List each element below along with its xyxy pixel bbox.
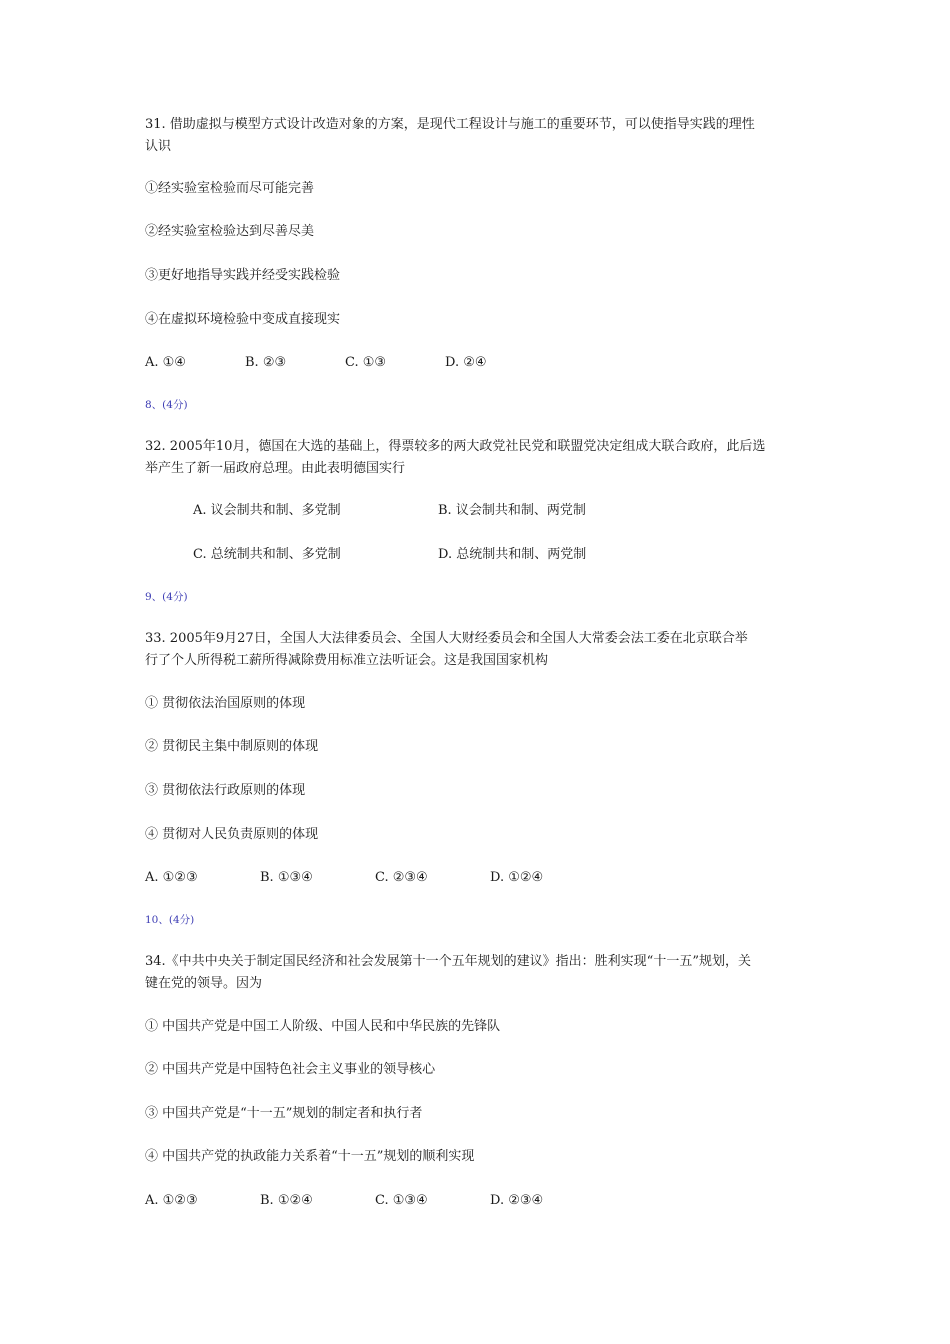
q34-options: [145, 1190, 815, 1212]
q31-option-a: A. ①④: [145, 355, 186, 370]
q34-stem-line1: 34.《中共中央关于制定国民经济和社会发展第十一个五年规划的建议》指出：胜利实现“十一五”规划，关: [145, 954, 751, 969]
q33-item-3: ③ 贯彻依法行政原则的体现: [145, 783, 306, 798]
q33-options: [145, 867, 815, 889]
q32-options-row2: [193, 544, 863, 566]
q34-item-4: ④ 中国共产党的执政能力关系着“十一五”规划的顺利实现: [145, 1149, 475, 1164]
score-label-9: 9、(4分): [145, 591, 188, 603]
q31-option-d: D. ②④: [445, 355, 487, 370]
q31-item-4: ④在虚拟环境检验中变成直接现实: [145, 312, 341, 327]
q34-item-2: ② 中国共产党是中国特色社会主义事业的领导核心: [145, 1062, 436, 1077]
q33-item-2: ② 贯彻民主集中制原则的体现: [145, 739, 319, 754]
q31-stem-line1: 31. 借助虚拟与模型方式设计改造对象的方案，是现代工程设计与施工的重要环节，可以使指导实践的理性: [145, 117, 755, 132]
q32-options-row1: [193, 500, 863, 522]
q33-option-d: D. ①②④: [490, 870, 544, 885]
q34-option-a: A. ①②③: [145, 1193, 198, 1208]
q33-option-b: B. ①③④: [260, 870, 313, 885]
q32-option-b: B. 议会制共和制、两党制: [438, 503, 586, 518]
q32-option-a: A. 议会制共和制、多党制: [193, 503, 341, 518]
q33-item-1: ① 贯彻依法治国原则的体现: [145, 696, 306, 711]
q34-option-d: D. ②③④: [490, 1193, 544, 1208]
q32-option-d: D. 总统制共和制、两党制: [438, 547, 587, 562]
q32-option-c: C. 总统制共和制、多党制: [193, 547, 341, 562]
q33-stem-line1: 33. 2005年9月27日，全国人大法律委员会、全国人大财经委员会和全国人大常委会法工委在北京联合举: [145, 631, 748, 646]
q31-item-3: ③更好地指导实践并经受实践检验: [145, 268, 341, 283]
score-label-8: 8、(4分): [145, 399, 188, 411]
q34-stem-line2: 键在党的领导。因为: [145, 976, 263, 991]
q31-item-1: ①经实验室检验而尽可能完善: [145, 181, 315, 196]
q34-option-c: C. ①③④: [375, 1193, 428, 1208]
q32-stem-line2: 举产生了新一届政府总理。由此表明德国实行: [145, 461, 406, 476]
q34-option-b: B. ①②④: [260, 1193, 313, 1208]
q33-option-c: C. ②③④: [375, 870, 428, 885]
q34-item-3: ③ 中国共产党是“十一五”规划的制定者和执行者: [145, 1106, 423, 1121]
q31-item-2: ②经实验室检验达到尽善尽美: [145, 224, 315, 239]
q34-item-1: ① 中国共产党是中国工人阶级、中国人民和中华民族的先锋队: [145, 1019, 501, 1034]
q33-item-4: ④ 贯彻对人民负责原则的体现: [145, 827, 319, 842]
q31-option-c: C. ①③: [345, 355, 387, 370]
q33-stem-line2: 行了个人所得税工薪所得减除费用标准立法听证会。这是我国国家机构: [145, 653, 549, 668]
q31-stem-line2: 认识: [145, 139, 172, 154]
q33-option-a: A. ①②③: [145, 870, 198, 885]
q32-stem-line1: 32. 2005年10月，德国在大选的基础上，得票较多的两大政党社民党和联盟党决定组成大联合政府，此后选: [145, 439, 766, 454]
q31-options: [145, 352, 815, 374]
score-label-10: 10、(4分): [145, 914, 195, 926]
q31-option-b: B. ②③: [245, 355, 287, 370]
